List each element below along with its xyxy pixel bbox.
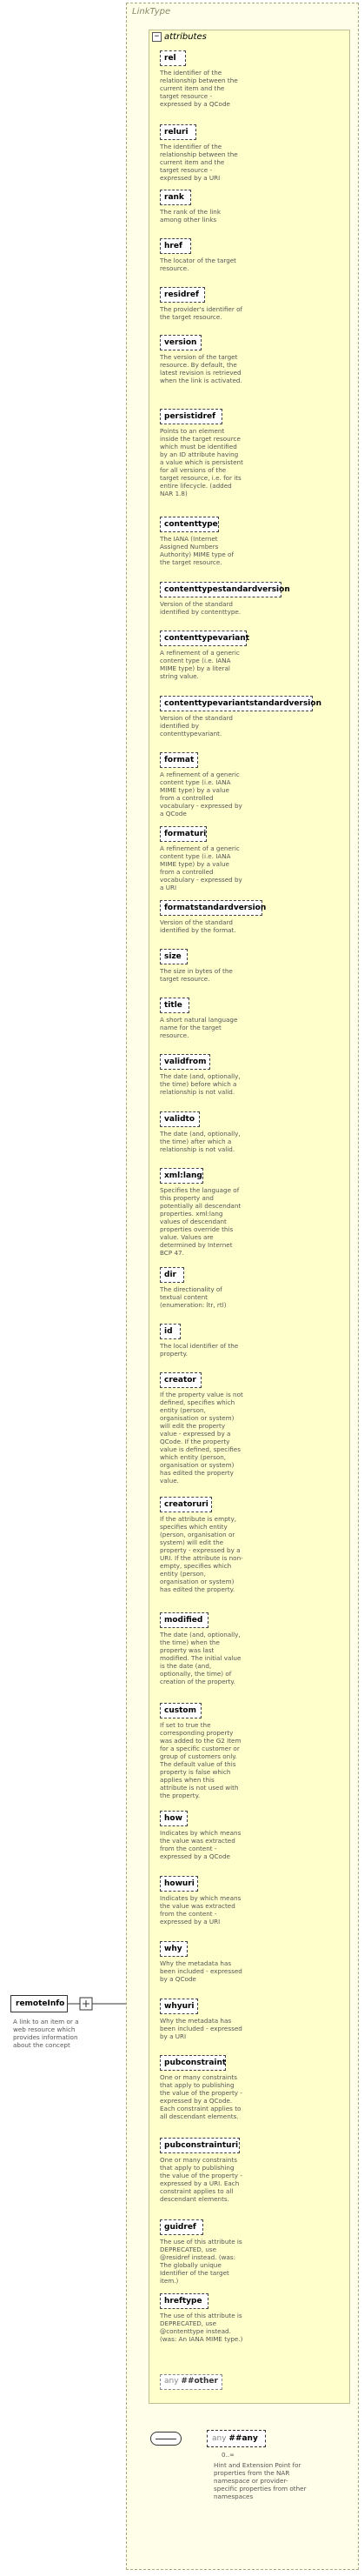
attribute-description: The use of this attribute is DEPRECATED, use @residref instead. (was: The globally unique Identifier of the target item.)	[160, 2238, 242, 2285]
attribute-how[interactable]: how	[160, 1811, 188, 1826]
attribute-description: If the property value is not defined, specifies which entity (person, organisation or system) will edit the property value - expressed by a QCode. If the property value is defined, specifies which entity (person, organisation or system) has edited the property value.	[160, 1391, 243, 1485]
attribute-description: Points to an element inside the target resource which must be identified by an ID attribute having a value which is persistent for all versions of the target resource, i.e. for its entire lifecycle. (added NAR 1.8)	[160, 427, 243, 497]
collapse-icon[interactable]: −	[152, 32, 162, 42]
any-element-description: Hint and Extension Point for properties from the NAR namespace or provider-specific properties from other namespaces	[214, 2461, 307, 2500]
attribute-contenttypevariantstandardversion[interactable]: contenttypevariantstandardversion	[160, 696, 313, 711]
attribute-size[interactable]: size	[160, 949, 188, 964]
attribute-description: The IANA (Internet Assigned Numbers Authority) MIME type of the target resource.	[160, 535, 234, 566]
any-element-prefix: any	[212, 2434, 229, 2443]
attribute-contenttype[interactable]: contenttype	[160, 517, 219, 532]
any-attribute[interactable]	[160, 2374, 222, 2390]
attribute-creator[interactable]: creator	[160, 1372, 202, 1388]
attribute-validto[interactable]: validto	[160, 1111, 200, 1127]
attribute-description: One or many constraints that apply to publishing the value of the property - expressed by a QCode. Each constraint applies to all descendant elements.	[160, 2073, 242, 2120]
attribute-description: The date (and, optionally, the time) before which a relationship is not valid.	[160, 1072, 241, 1096]
attribute-description: A refinement of a generic content type (i.e. IANA MIME type) by a literal string value.	[160, 649, 240, 680]
attribute-rank[interactable]: rank	[160, 190, 191, 205]
attribute-howuri[interactable]: howuri	[160, 1876, 198, 1892]
attribute-residref[interactable]: residref	[160, 287, 205, 303]
attribute-description: The date (and, optionally, the time) when the property was last modified. The initial value is the date (and, optionally, the time) of creation of the property.	[160, 1631, 242, 1685]
attribute-description: The version of the target resource. By default, the latest revision is retrieved when the link is activated.	[160, 353, 242, 384]
attribute-description: Version of the standard identified by the format.	[160, 918, 236, 934]
attribute-description: Specifies the language of this property and potentially all descendant properties. xml:lang values of descendant properties override this value. Values are determined by Internet BCP 47.	[160, 1186, 242, 1257]
attribute-description: The rank of the link among other links	[160, 208, 222, 224]
attribute-pubconstraint[interactable]: pubconstraint	[160, 2055, 226, 2071]
attribute-modified[interactable]: modified	[160, 1612, 208, 1628]
attribute-persistidref[interactable]: persistidref	[160, 409, 222, 424]
attribute-xml-lang[interactable]: xml:lang	[160, 1168, 203, 1184]
attribute-formatstandardversion[interactable]: formatstandardversion	[160, 900, 262, 916]
any-element[interactable]	[207, 2430, 266, 2447]
attribute-why[interactable]: why	[160, 1941, 188, 1957]
attribute-rel[interactable]: rel	[160, 50, 186, 66]
attribute-description: A refinement of a generic content type (i.e. IANA MIME type) by a value from a controlled vocabulary - expressed by a QCode	[160, 771, 242, 818]
root-element[interactable]: remoteInfo	[10, 1995, 68, 2012]
any-element-cardinality: 0..∞	[222, 2451, 235, 2459]
attribute-whyuri[interactable]: whyuri	[160, 1999, 198, 2014]
root-element-description: A link to an item or a web resource which provides information about the concept	[13, 2018, 79, 2049]
type-label: LinkType	[132, 7, 171, 17]
attribute-reluri[interactable]: reluri	[160, 124, 196, 140]
attribute-formaturi[interactable]: formaturi	[160, 826, 207, 842]
attribute-description: The date (and, optionally, the time) after which a relationship is not valid.	[160, 1130, 241, 1153]
attribute-description: The identifier of the relationship between the current item and the target resource - expressed by a QCode	[160, 69, 238, 108]
attribute-description: Version of the standard identified by contenttypevariant.	[160, 714, 233, 737]
attribute-description: Why the metadata has been included - expressed by a QCode	[160, 1959, 242, 1983]
attribute-description: The local identifier of the property.	[160, 1342, 239, 1358]
attribute-validfrom[interactable]: validfrom	[160, 1054, 210, 1070]
attribute-description: The identifier of the relationship between the current item and the target resource - expressed by a URI	[160, 143, 238, 182]
attribute-format[interactable]: format	[160, 752, 198, 768]
attribute-description: The directionality of textual content (enumeration: ltr, rtl)	[160, 1285, 227, 1309]
any-attribute-prefix: any	[164, 2377, 182, 2386]
attribute-description: One or many constraints that apply to publishing the value of the property - expressed by a URI. Each constraint applies to all descendant elements.	[160, 2156, 242, 2203]
attributes-header[interactable]	[152, 30, 207, 43]
attribute-pubconstrainturi[interactable]: pubconstrainturi	[160, 2138, 240, 2153]
attribute-description: The provider's identifier of the target resource.	[160, 305, 243, 321]
attribute-description: A short natural language name for the target resource.	[160, 1016, 238, 1039]
attribute-href[interactable]: href	[160, 238, 191, 254]
attribute-title[interactable]: title	[160, 998, 189, 1013]
attribute-description: The use of this attribute is DEPRECATED, use @contenttype instead. (was: An IANA MIME type.)	[160, 2312, 243, 2343]
attribute-description: Indicates by which means the value was extracted from the content - expressed by a QCode	[160, 1829, 242, 1860]
attribute-description: Version of the standard identified by contenttype.	[160, 600, 242, 616]
attribute-description: The size in bytes of the target resource.	[160, 967, 233, 983]
attribute-contenttypestandardversion[interactable]: contenttypestandardversion	[160, 582, 281, 597]
any-attribute-value: ##other	[181, 2377, 218, 2386]
attribute-description: A refinement of a generic content type (i.e. IANA MIME type) by a value from a controlled vocabulary - expressed by a URI	[160, 844, 242, 891]
attribute-description: Why the metadata has been included - expressed by a URI	[160, 2017, 242, 2040]
attribute-id[interactable]: id	[160, 1324, 181, 1339]
attributes-title: attributes	[164, 32, 207, 42]
attribute-description: Indicates by which means the value was extracted from the content - expressed by a URI	[160, 1894, 242, 1925]
attribute-guidref[interactable]: guidref	[160, 2219, 203, 2235]
attribute-hreftype[interactable]: hreftype	[160, 2293, 208, 2309]
attribute-version[interactable]: version	[160, 335, 202, 350]
attribute-contenttypevariant[interactable]: contenttypevariant	[160, 631, 247, 646]
attribute-description: If set to true the corresponding property was added to the G2 Item for a specific customer or group of customers only. The default value of this property is false which applies when this attribute is not used with the property.	[160, 1721, 242, 1799]
sequence-compositor[interactable]	[150, 2432, 182, 2446]
attribute-dir[interactable]: dir	[160, 1267, 184, 1283]
attribute-creatoruri[interactable]: creatoruri	[160, 1497, 212, 1512]
attribute-description: If the attribute is empty, specifies which entity (person, organisation or system) will edit the property - expressed by a URI. If the attribute is non-empty, specifies which entity (person, organisation or system) has edited the property.	[160, 1515, 243, 1593]
any-element-value: ##any	[228, 2434, 258, 2443]
attribute-description: The locator of the target resource.	[160, 257, 237, 272]
attribute-custom[interactable]: custom	[160, 1703, 202, 1718]
